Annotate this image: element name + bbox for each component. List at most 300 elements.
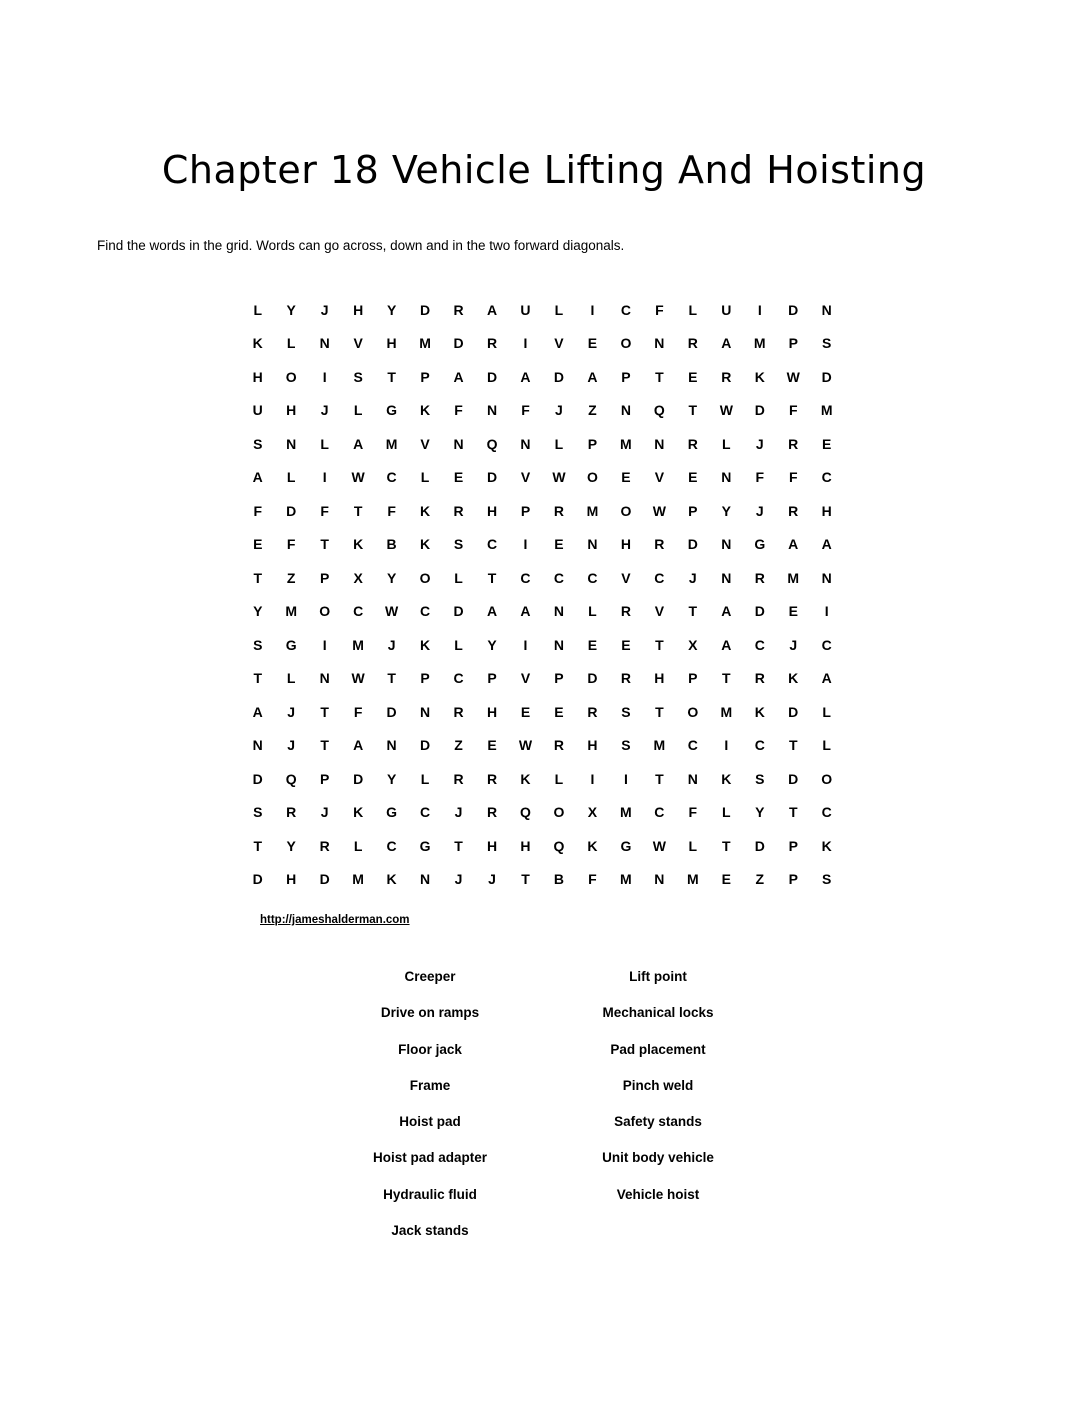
grid-cell-letter: L	[822, 737, 831, 754]
grid-cell-letter: L	[353, 837, 363, 854]
grid-cell-letter: H	[486, 502, 498, 519]
grid-cell-letter: H	[252, 368, 263, 385]
grid-cell-letter: R	[620, 670, 631, 687]
grid-cell-letter: X	[587, 804, 598, 821]
grid-cell-letter: S	[755, 770, 765, 787]
grid-cell-letter: L	[320, 435, 329, 452]
grid-cell-letter: N	[553, 636, 565, 653]
grid-row	[241, 561, 843, 595]
grid-cell-letter: H	[353, 301, 364, 318]
grid-cell-letter: K	[386, 871, 397, 888]
grid-cell-letter: N	[821, 569, 832, 586]
grid-cell-letter: Q	[553, 837, 565, 854]
grid-cell-letter: C	[687, 737, 698, 754]
grid-cell-letter: V	[621, 569, 631, 586]
grid-cell-letter: D	[821, 368, 832, 385]
word-list-item: Frame	[409, 1077, 451, 1093]
grid-cell-letter: D	[486, 368, 498, 385]
grid-cell-letter: D	[386, 703, 397, 720]
grid-cell-letter: E	[253, 536, 263, 553]
grid-cell-letter: C	[486, 536, 498, 553]
grid-cell-letter: K	[353, 804, 364, 821]
grid-cell-letter: W	[652, 502, 666, 519]
grid-cell-letter: Z	[755, 871, 765, 888]
grid-cell-letter: E	[688, 368, 698, 385]
grid-cell-letter: A	[353, 435, 364, 452]
grid-cell-letter: A	[453, 368, 464, 385]
grid-cell-letter: M	[586, 502, 599, 519]
grid-cell-letter: L	[722, 435, 731, 452]
grid-row	[241, 528, 843, 562]
grid-cell-letter: A	[721, 603, 732, 620]
grid-cell-letter: N	[687, 770, 698, 787]
grid-cell-letter: A	[788, 536, 799, 553]
grid-cell-letter: N	[587, 536, 598, 553]
instructions-text: Find the words in the grid. Words can go across, down and in the two forward diagonals.	[97, 238, 625, 253]
grid-cell-letter: M	[352, 871, 364, 888]
grid-cell-letter: Y	[487, 636, 497, 653]
grid-cell-letter: E	[587, 636, 598, 653]
grid-cell-letter: P	[554, 670, 564, 687]
grid-cell-letter: Z	[286, 569, 296, 586]
grid-row	[241, 394, 843, 428]
grid-cell-letter: D	[754, 603, 765, 620]
grid-cell-letter: N	[654, 335, 665, 352]
grid-cell-letter: G	[419, 837, 431, 854]
word-list-item: Floor jack	[398, 1041, 462, 1057]
grid-cell-letter: F	[521, 402, 530, 419]
grid-row	[241, 595, 843, 629]
grid-cell-letter: W	[552, 469, 566, 486]
grid-cell-letter: A	[821, 536, 832, 553]
grid-cell-letter: T	[387, 670, 396, 687]
grid-cell-letter: M	[419, 335, 431, 352]
grid-row	[241, 695, 843, 729]
grid-cell-letter: A	[821, 670, 832, 687]
grid-cell-letter: R	[754, 569, 765, 586]
grid-cell-letter: T	[722, 837, 731, 854]
grid-cell-letter: F	[755, 469, 765, 486]
grid-cell-letter: L	[286, 335, 296, 352]
grid-cell-letter: N	[620, 402, 631, 419]
grid-row	[241, 327, 843, 361]
grid-cell-letter: W	[652, 837, 666, 854]
word-list-item: Vehicle hoist	[616, 1186, 700, 1202]
grid-cell-letter: Y	[286, 837, 296, 854]
grid-cell-letter: M	[753, 335, 766, 352]
grid-cell-letter: E	[520, 703, 531, 720]
grid-cell-letter: Y	[386, 301, 397, 318]
grid-cell-letter: J	[755, 435, 764, 452]
grid-cell-letter: P	[788, 871, 798, 888]
grid-cell-letter: E	[788, 603, 798, 620]
grid-cell-letter: L	[253, 301, 263, 318]
grid-cell-letter: C	[754, 636, 765, 653]
grid-cell-letter: R	[721, 368, 732, 385]
grid-cell-letter: J	[454, 871, 463, 888]
grid-cell-letter: L	[286, 469, 296, 486]
grid-cell-letter: V	[554, 335, 564, 352]
grid-cell-letter: P	[320, 569, 330, 586]
grid-cell-letter: X	[353, 569, 363, 586]
grid-cell-letter: H	[620, 536, 631, 553]
grid-cell-letter: C	[353, 603, 364, 620]
grid-cell-letter: L	[688, 301, 698, 318]
grid-cell-letter: R	[788, 435, 799, 452]
grid-cell-letter: R	[486, 335, 498, 352]
grid-row	[241, 293, 843, 327]
grid-cell-letter: M	[352, 636, 364, 653]
grid-cell-letter: K	[587, 837, 598, 854]
grid-cell-letter: W	[719, 402, 733, 419]
grid-cell-letter: Y	[253, 603, 263, 620]
grid-cell-letter: D	[420, 737, 431, 754]
grid-cell-letter: M	[686, 871, 699, 888]
grid-cell-letter: T	[655, 636, 664, 653]
grid-cell-letter: D	[420, 301, 431, 318]
grid-cell-letter: I	[523, 636, 528, 653]
grid-cell-letter: E	[587, 335, 598, 352]
grid-cell-letter: I	[590, 770, 595, 787]
grid-cell-letter: Z	[454, 737, 463, 754]
grid-cell-letter: L	[554, 435, 564, 452]
grid-cell-letter: N	[319, 335, 330, 352]
grid-cell-letter: R	[453, 703, 464, 720]
grid-cell-letter: G	[754, 536, 766, 553]
grid-cell-letter: I	[590, 301, 595, 318]
grid-cell-letter: M	[720, 703, 733, 720]
grid-cell-letter: T	[253, 569, 263, 586]
grid-cell-letter: R	[687, 335, 698, 352]
grid-cell-letter: V	[520, 469, 531, 486]
grid-cell-letter: T	[320, 536, 329, 553]
grid-cell-letter: D	[453, 335, 464, 352]
grid-cell-letter: C	[420, 804, 431, 821]
grid-row	[241, 796, 843, 830]
grid-cell-letter: W	[786, 368, 800, 385]
grid-cell-letter: N	[252, 737, 263, 754]
grid-cell-letter: D	[286, 502, 297, 519]
grid-cell-letter: Y	[386, 569, 397, 586]
grid-cell-letter: L	[822, 703, 831, 720]
grid-cell-letter: E	[621, 469, 631, 486]
grid-cell-letter: N	[654, 871, 665, 888]
grid-cell-letter: C	[386, 837, 397, 854]
grid-cell-letter: K	[520, 770, 531, 787]
grid-cell-letter: R	[754, 670, 765, 687]
grid-cell-letter: N	[721, 469, 732, 486]
grid-cell-letter: D	[486, 469, 498, 486]
grid-cell-letter: O	[419, 569, 431, 586]
grid-cell-letter: L	[688, 837, 698, 854]
grid-cell-letter: P	[420, 368, 430, 385]
grid-cell-letter: P	[520, 502, 531, 519]
grid-row	[241, 762, 843, 796]
source-url-link[interactable]: http://jameshalderman.com	[260, 914, 410, 926]
grid-cell-letter: W	[518, 737, 533, 754]
grid-cell-letter: C	[587, 569, 598, 586]
grid-cell-letter: F	[387, 502, 396, 519]
grid-cell-letter: G	[386, 402, 398, 419]
grid-cell-letter: R	[453, 301, 464, 318]
grid-cell-letter: H	[386, 335, 397, 352]
word-list-item: Jack stands	[391, 1223, 469, 1239]
grid-cell-letter: L	[554, 301, 564, 318]
grid-cell-letter: T	[655, 770, 664, 787]
grid-cell-letter: M	[787, 569, 800, 586]
grid-cell-letter: D	[553, 368, 565, 385]
grid-row	[241, 427, 843, 461]
grid-cell-letter: D	[252, 871, 263, 888]
grid-cell-letter: J	[320, 804, 329, 821]
grid-cell-letter: T	[353, 502, 363, 519]
grid-cell-letter: C	[453, 670, 464, 687]
grid-cell-letter: L	[722, 804, 731, 821]
grid-cell-letter: K	[420, 636, 431, 653]
grid-cell-letter: S	[822, 871, 832, 888]
grid-cell-letter: N	[286, 435, 297, 452]
grid-cell-letter: T	[788, 804, 798, 821]
word-list-item: Hoist pad	[399, 1114, 461, 1130]
grid-cell-letter: K	[252, 335, 263, 352]
grid-cell-letter: L	[420, 770, 430, 787]
grid-cell-letter: T	[320, 703, 329, 720]
word-list-item: Pinch weld	[622, 1077, 694, 1093]
grid-cell-letter: E	[453, 469, 464, 486]
word-list-item: Unit body vehicle	[602, 1150, 714, 1166]
grid-cell-letter: F	[286, 536, 296, 553]
grid-cell-letter: Y	[755, 804, 765, 821]
grid-cell-letter: R	[486, 804, 498, 821]
word-list-item: Hydraulic fluid	[383, 1186, 477, 1202]
grid-cell-letter: S	[822, 335, 832, 352]
page-title: Chapter 18 Vehicle Lifting And Hoisting	[161, 148, 927, 192]
grid-cell-letter: D	[353, 770, 364, 787]
grid-cell-letter: I	[724, 737, 729, 754]
grid-cell-letter: K	[754, 368, 765, 385]
grid-cell-letter: K	[420, 536, 431, 553]
grid-cell-letter: L	[554, 770, 564, 787]
grid-cell-letter: R	[453, 502, 464, 519]
word-list-item: Lift point	[629, 969, 687, 984]
grid-cell-letter: J	[320, 301, 329, 318]
grid-cell-letter: R	[553, 737, 565, 754]
grid-cell-letter: U	[520, 301, 531, 318]
word-list-item: Mechanical locks	[602, 1005, 714, 1021]
grid-cell-letter: R	[687, 435, 698, 452]
grid-cell-letter: Q	[520, 804, 531, 821]
grid-cell-letter: Y	[386, 770, 397, 787]
grid-cell-letter: K	[788, 670, 799, 687]
grid-cell-letter: F	[320, 502, 329, 519]
grid-cell-letter: N	[319, 670, 330, 687]
grid-cell-letter: N	[486, 402, 498, 419]
grid-cell-letter: U	[252, 402, 263, 419]
grid-cell-letter: M	[820, 402, 833, 419]
grid-cell-letter: C	[654, 569, 665, 586]
grid-cell-letter: E	[621, 636, 631, 653]
grid-cell-letter: H	[286, 402, 297, 419]
grid-cell-letter: F	[454, 402, 463, 419]
grid-cell-letter: T	[487, 569, 497, 586]
grid-cell-letter: A	[486, 603, 498, 620]
grid-cell-letter: V	[353, 335, 363, 352]
grid-cell-letter: Y	[721, 502, 731, 519]
grid-cell-letter: L	[454, 636, 463, 653]
grid-cell-letter: I	[757, 301, 762, 318]
grid-cell-letter: T	[320, 737, 329, 754]
grid-cell-letter: P	[320, 770, 330, 787]
grid-cell-letter: N	[520, 435, 531, 452]
grid-cell-letter: I	[523, 335, 528, 352]
grid-cell-letter: H	[286, 871, 297, 888]
grid-cell-letter: N	[654, 435, 665, 452]
grid-cell-letter: D	[788, 770, 799, 787]
grid-cell-letter: T	[253, 837, 263, 854]
grid-cell-letter: T	[688, 402, 698, 419]
grid-cell-letter: S	[621, 737, 631, 754]
grid-cell-letter: M	[385, 435, 398, 452]
grid-cell-letter: I	[322, 368, 327, 385]
grid-cell-letter: H	[520, 837, 531, 854]
grid-cell-letter: R	[486, 770, 498, 787]
grid-cell-letter: T	[722, 670, 731, 687]
grid-cell-letter: N	[420, 871, 431, 888]
grid-cell-letter: W	[351, 469, 365, 486]
grid-cell-letter: C	[754, 737, 765, 754]
grid-cell-letter: E	[721, 871, 731, 888]
grid-row	[241, 662, 843, 696]
grid-cell-letter: R	[788, 502, 799, 519]
grid-cell-letter: P	[420, 670, 430, 687]
grid-cell-letter: F	[688, 804, 698, 821]
grid-cell-letter: J	[320, 402, 329, 419]
grid-cell-letter: Q	[486, 435, 498, 452]
grid-cell-letter: I	[322, 636, 327, 653]
grid-cell-letter: G	[285, 636, 297, 653]
grid-cell-letter: K	[821, 837, 832, 854]
grid-cell-letter: L	[420, 469, 430, 486]
grid-cell-letter: A	[721, 335, 732, 352]
grid-cell-letter: P	[788, 335, 798, 352]
grid-cell-letter: K	[754, 703, 765, 720]
grid-cell-letter: C	[520, 569, 531, 586]
grid-row	[241, 628, 843, 662]
grid-cell-letter: J	[488, 871, 496, 888]
grid-cell-letter: M	[620, 435, 632, 452]
grid-cell-letter: C	[821, 804, 832, 821]
grid-cell-letter: C	[553, 569, 565, 586]
grid-cell-letter: F	[788, 469, 798, 486]
grid-cell-letter: W	[385, 603, 399, 620]
grid-cell-letter: S	[253, 804, 263, 821]
grid-cell-letter: T	[521, 871, 530, 888]
grid-cell-letter: O	[319, 603, 331, 620]
grid-cell-letter: R	[319, 837, 330, 854]
word-list-item: Safety stands	[614, 1114, 702, 1130]
grid-cell-letter: S	[453, 536, 464, 553]
grid-cell-letter: Q	[285, 770, 297, 787]
grid-cell-letter: L	[353, 402, 363, 419]
grid-cell-letter: Q	[653, 402, 665, 419]
grid-row	[241, 729, 843, 763]
grid-cell-letter: O	[586, 469, 598, 486]
grid-cell-letter: A	[252, 469, 263, 486]
grid-row	[241, 494, 843, 528]
grid-cell-letter: C	[620, 301, 631, 318]
grid-cell-letter: R	[587, 703, 598, 720]
grid-cell-letter: F	[253, 502, 263, 519]
grid-cell-letter: D	[319, 871, 330, 888]
grid-cell-letter: O	[553, 804, 565, 821]
grid-cell-letter: V	[420, 435, 430, 452]
grid-cell-letter: N	[453, 435, 464, 452]
grid-cell-letter: J	[755, 502, 764, 519]
grid-cell-letter: P	[487, 670, 497, 687]
grid-cell-letter: R	[620, 603, 631, 620]
grid-cell-letter: F	[588, 871, 597, 888]
grid-cell-letter: B	[553, 871, 565, 888]
grid-cell-letter: V	[520, 670, 531, 687]
grid-cell-letter: A	[587, 368, 598, 385]
grid-cell-letter: T	[387, 368, 396, 385]
word-list-item: Pad placement	[610, 1041, 706, 1057]
grid-cell-letter: S	[621, 703, 631, 720]
grid-cell-letter: D	[453, 603, 464, 620]
grid-cell-letter: K	[420, 502, 431, 519]
grid-cell-letter: F	[788, 402, 798, 419]
grid-cell-letter: A	[520, 603, 531, 620]
grid-cell-letter: S	[353, 368, 363, 385]
grid-cell-letter: H	[654, 670, 665, 687]
grid-cell-letter: O	[687, 703, 699, 720]
grid-cell-letter: J	[387, 636, 396, 653]
grid-cell-letter: H	[486, 703, 498, 720]
grid-cell-letter: D	[687, 536, 698, 553]
grid-cell-letter: P	[621, 368, 631, 385]
grid-cell-letter: T	[688, 603, 698, 620]
grid-cell-letter: D	[754, 402, 765, 419]
grid-cell-letter: O	[620, 335, 632, 352]
grid-cell-letter: M	[285, 603, 298, 620]
grid-cell-letter: V	[654, 469, 665, 486]
grid-cell-letter: L	[454, 569, 463, 586]
word-search-grid	[241, 293, 843, 896]
grid-cell-letter: I	[623, 770, 628, 787]
grid-row	[241, 360, 843, 394]
grid-row	[241, 829, 843, 863]
grid-cell-letter: P	[688, 502, 698, 519]
grid-cell-letter: I	[824, 603, 829, 620]
grid-cell-letter: I	[523, 536, 528, 553]
grid-cell-letter: M	[620, 871, 632, 888]
grid-cell-letter: A	[721, 636, 732, 653]
grid-cell-letter: N	[420, 703, 431, 720]
grid-cell-letter: Y	[286, 301, 296, 318]
grid-cell-letter: L	[588, 603, 597, 620]
grid-cell-letter: J	[454, 804, 463, 821]
grid-cell-letter: E	[822, 435, 832, 452]
grid-cell-letter: B	[386, 536, 397, 553]
grid-cell-letter: J	[688, 569, 697, 586]
grid-cell-letter: G	[620, 837, 632, 854]
grid-cell-letter: E	[554, 703, 564, 720]
grid-cell-letter: T	[253, 670, 263, 687]
grid-cell-letter: D	[754, 837, 765, 854]
grid-cell-letter: O	[620, 502, 632, 519]
grid-cell-letter: D	[788, 703, 799, 720]
word-list-right-column	[548, 959, 768, 1213]
